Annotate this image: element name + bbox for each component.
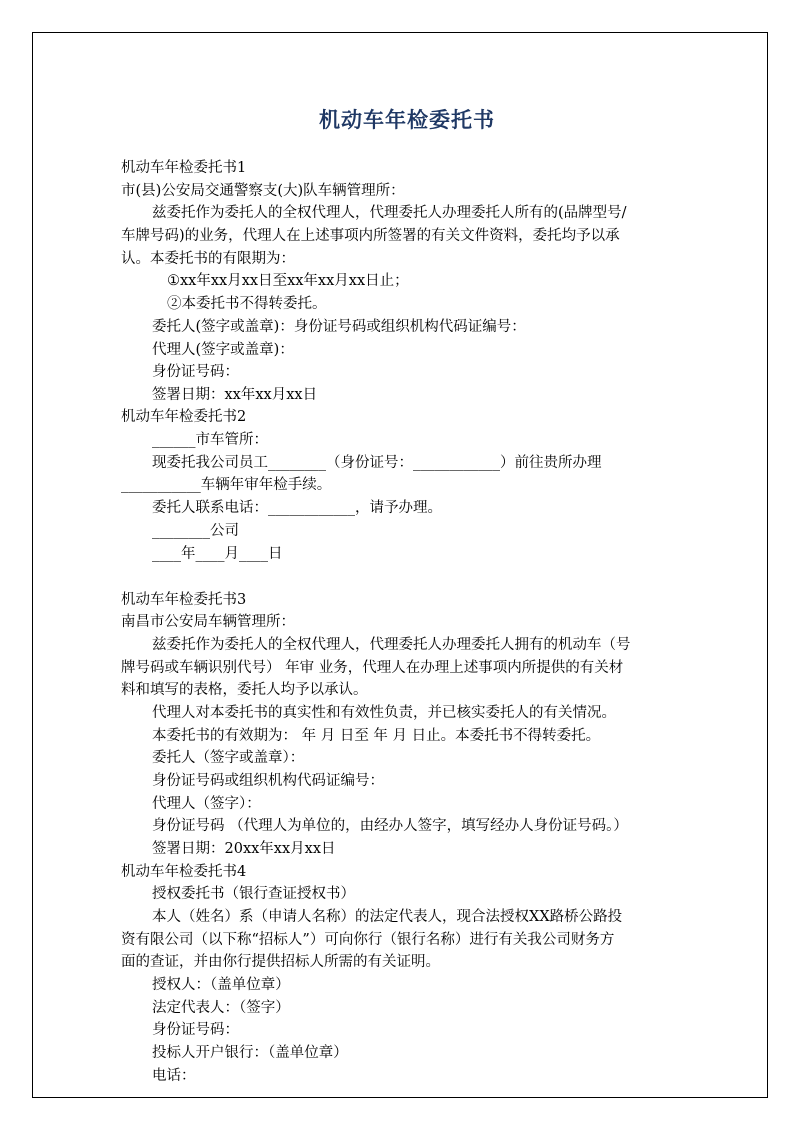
section-1-heading: 机动车年检委托书1 <box>121 160 247 176</box>
section-2-body-line: 现委托我公司员工________（身份证号：____________）前往贵所办理 <box>152 455 602 471</box>
section-4-signature-line: 投标人开户银行：（盖单位章） <box>152 1045 348 1061</box>
section-3-signature-line: 身份证号码 （代理人为单位的，由经办人签字，填写经办人身份证号码。） <box>152 818 628 834</box>
section-3-heading: 机动车年检委托书3 <box>121 592 247 608</box>
section-3-addressee: 南昌市公安局车辆管理所： <box>121 614 295 630</box>
section-2-addressee: ______市车管所： <box>152 432 268 448</box>
section-4-paragraph-line: 本人（姓名）系（申请人名称）的法定代表人，现合法授权XX路桥公路投 <box>152 909 623 925</box>
section-3-signature-line: 代理人（签字）： <box>152 796 261 812</box>
section-2-heading: 机动车年检委托书2 <box>121 409 247 425</box>
section-1-signature-line: 身份证号码： <box>152 364 239 380</box>
document-title: 机动车年检委托书 <box>319 107 495 132</box>
section-2-date-line: ____年____月____日 <box>152 546 283 562</box>
section-3-body-line: 代理人对本委托书的真实性和有效性负责，并已核实委托人的有关情况。 <box>152 705 616 721</box>
section-3-body-line: 本委托书的有效期为： 年 月 日至 年 月 日止。本委托书不得转委托。 <box>152 728 601 744</box>
section-4-subtitle: 授权委托书（银行查证授权书） <box>152 886 355 902</box>
section-1-item-2: ②本委托书不得转委托。 <box>167 296 327 312</box>
section-1-signature-line: 代理人(签字或盖章)： <box>152 342 294 358</box>
section-4-paragraph-line: 面的查证，并由你行提供招标人所需的有关证明。 <box>121 954 440 970</box>
section-3-paragraph-line: 料和填写的表格，委托人均予以承认。 <box>121 682 368 698</box>
section-1-item-1: ①xx年xx月xx日至xx年xx月xx日止； <box>167 273 409 289</box>
section-4-paragraph-line: 资有限公司（以下称“招标人”）可向你行（银行名称）进行有关我公司财务方 <box>121 932 615 948</box>
section-2-contact-line: 委托人联系电话：____________，请予办理。 <box>152 500 442 516</box>
section-1-date-line: 签署日期：xx年xx月xx日 <box>152 387 318 403</box>
section-1-addressee: 市(县)公安局交通警察支(大)队车辆管理所： <box>121 183 405 199</box>
section-4-heading: 机动车年检委托书4 <box>121 864 247 880</box>
section-1-paragraph-line: 车牌号码)的业务，代理人在上述事项内所签署的有关文件资料，委托均予以承 <box>121 228 620 244</box>
section-4-signature-line: 身份证号码： <box>152 1022 239 1038</box>
section-4-phone-line: 电话： <box>152 1068 196 1084</box>
section-1-signature-line: 委托人(签字或盖章)：身份证号码或组织机构代码证编号： <box>152 319 526 335</box>
section-2-body-line: ___________车辆年审年检手续。 <box>121 477 332 493</box>
section-3-signature-line: 身份证号码或组织机构代码证编号： <box>152 773 384 789</box>
section-1-paragraph-line: 认。本委托书的有限期为： <box>121 251 295 267</box>
section-1-paragraph-line: 兹委托作为委托人的全权代理人，代理委托人办理委托人所有的(品牌型号/ <box>152 205 627 221</box>
section-3-date-line: 签署日期：20xx年xx月xx日 <box>152 841 336 857</box>
section-3-paragraph-line: 兹委托作为委托人的全权代理人，代理委托人办理委托人拥有的机动车（号 <box>152 637 631 653</box>
section-3-signature-line: 委托人（签字或盖章）： <box>152 750 305 766</box>
section-2-company-line: ________公司 <box>152 523 239 539</box>
section-3-paragraph-line: 牌号码或车辆识别代号） 年审 业务，代理人在办理上述事项内所提供的有关材 <box>121 660 624 676</box>
section-4-signature-line: 法定代表人：（签字） <box>152 1000 290 1016</box>
section-4-signature-line: 授权人：（盖单位章） <box>152 977 290 993</box>
